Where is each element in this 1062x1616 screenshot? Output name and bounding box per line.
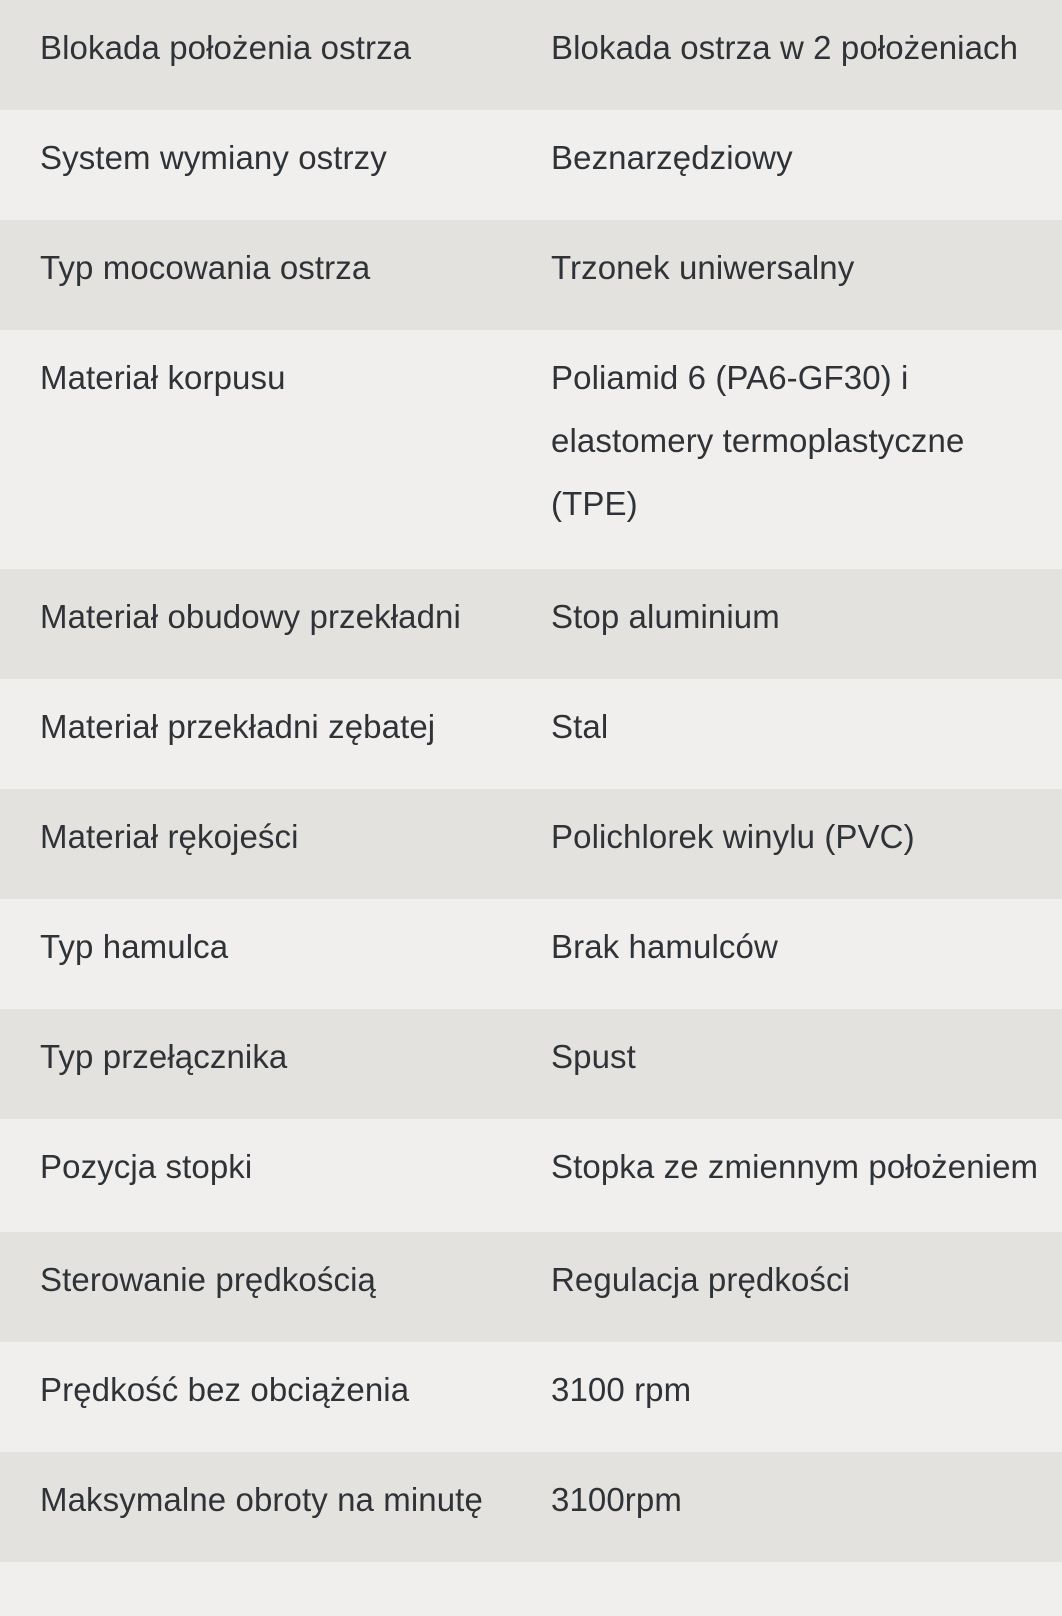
spec-label: Typ hamulca [40, 928, 229, 965]
spec-label: Materiał rękojeści [40, 818, 299, 855]
spec-label: Blokada położenia ostrza [40, 29, 412, 66]
spec-row [0, 1452, 1062, 1562]
spec-row [0, 789, 1062, 899]
spec-label: Materiał przekładni zębatej [40, 708, 436, 745]
spec-label: Materiał obudowy przekładni [40, 598, 461, 635]
spec-label: Sterowanie prędkością [40, 1261, 376, 1298]
spec-row [0, 220, 1062, 330]
spec-row [0, 1009, 1062, 1119]
spec-label: System wymiany ostrzy [40, 139, 387, 176]
spec-value: Stop aluminium [551, 598, 780, 635]
spec-label: Materiał korpusu [40, 359, 286, 396]
spec-value: Beznarzędziowy [551, 139, 793, 176]
spec-value: Brak hamulców [551, 928, 778, 965]
spec-value: Trzonek uniwersalny [551, 249, 855, 286]
spec-value: Poliamid 6 (PA6-GF30) i elastomery termoplastyczne (TPE) [551, 359, 965, 522]
spec-label: Prędkość bez obciążenia [40, 1371, 410, 1408]
spec-value: Stopka ze zmiennym położeniem [551, 1148, 1039, 1185]
spec-row [0, 1232, 1062, 1342]
spec-label: Typ mocowania ostrza [40, 249, 371, 286]
spec-label: Pozycja stopki [40, 1148, 253, 1185]
spec-label: Maksymalne obroty na minutę [40, 1481, 483, 1518]
spec-row [0, 0, 1062, 110]
spec-row [0, 1119, 1062, 1232]
spec-value: Spust [551, 1038, 636, 1075]
spec-value: 3100 rpm [551, 1371, 692, 1408]
spec-value: Polichlorek winylu (PVC) [551, 818, 915, 855]
spec-row [0, 899, 1062, 1009]
spec-label: Typ przełącznika [40, 1038, 288, 1075]
spec-row [0, 569, 1062, 679]
spec-value: Stal [551, 708, 609, 745]
spec-row [0, 330, 1062, 569]
spec-value: Blokada ostrza w 2 położeniach [551, 29, 1019, 66]
spec-row [0, 110, 1062, 220]
spec-value: Regulacja prędkości [551, 1261, 851, 1298]
spec-row [0, 679, 1062, 789]
spec-value: 3100rpm [551, 1481, 682, 1518]
spec-row [0, 1342, 1062, 1452]
